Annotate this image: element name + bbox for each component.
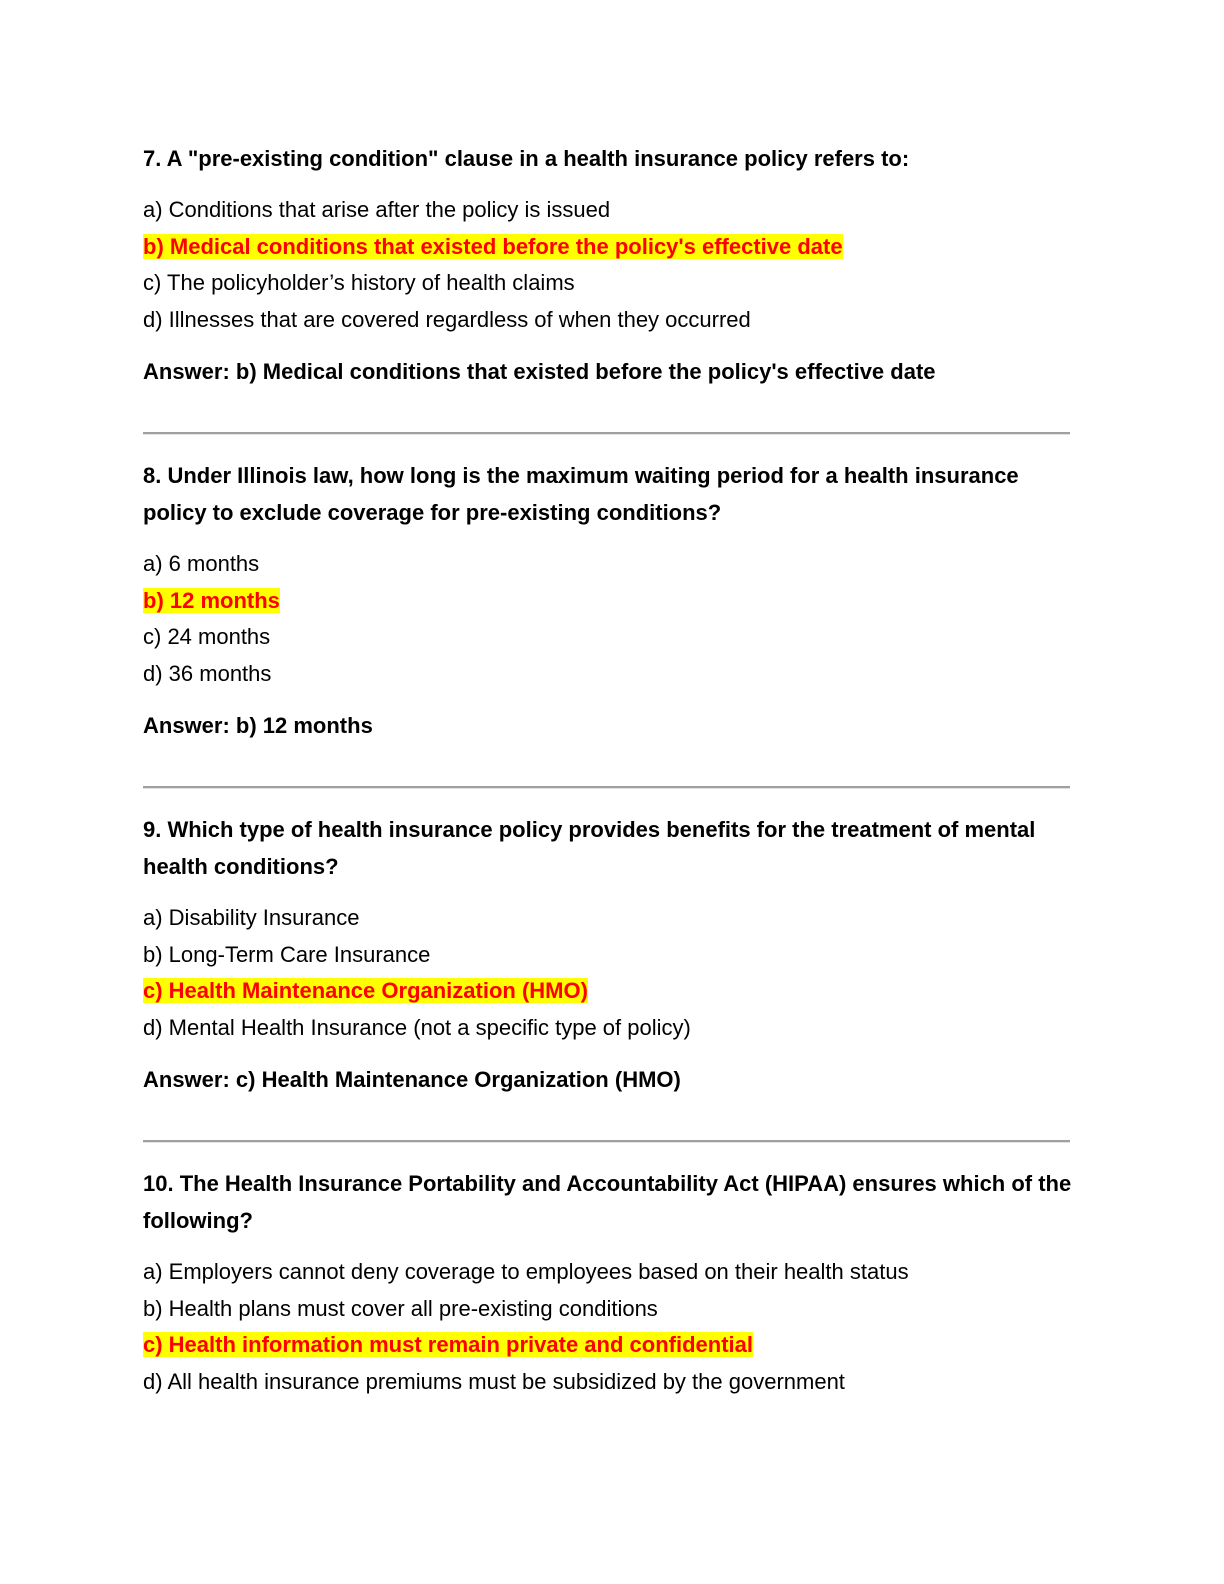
divider: [143, 786, 1070, 789]
question-8: [143, 457, 1083, 744]
option-b: b) Long-Term Care Insurance: [143, 941, 431, 967]
option-b-correct: [143, 229, 1083, 266]
question-title: 7. A "pre-existing condition" clause in a health insurance policy refers to:: [143, 146, 910, 171]
highlighted-answer: b) Medical conditions that existed before the policy's effective date: [143, 233, 843, 259]
option-a: a) Disability Insurance: [143, 905, 360, 930]
option-c: c) 24 months: [143, 624, 271, 649]
option-a: a) 6 months: [143, 551, 260, 576]
option-a: a) Conditions that arise after the policy is issued: [143, 197, 611, 222]
highlighted-answer: b) 12 months: [143, 587, 280, 613]
option-b-correct: [143, 583, 1083, 620]
option-c-correct: [143, 1327, 1083, 1364]
option-b: b) Health plans must cover all pre-existing conditions: [143, 1295, 658, 1321]
option-d: d) 36 months: [143, 660, 272, 686]
option-c: c) The policyholder’s history of health claims: [143, 270, 575, 295]
question-title: 9. Which type of health insurance policy provides benefits for the treatment of mental health conditions?: [143, 817, 1036, 879]
answer-line: Answer: c) Health Maintenance Organization (HMO): [143, 1067, 681, 1092]
question-title: 10. The Health Insurance Portability and Accountability Act (HIPAA) ensures which of the following?: [143, 1171, 1072, 1233]
highlighted-answer: c) Health information must remain private and confidential: [143, 1332, 753, 1357]
question-9: [143, 811, 1083, 1098]
answer-line: Answer: b) Medical conditions that existed before the policy's effective date: [143, 359, 936, 384]
divider: [143, 432, 1070, 435]
divider: [143, 1140, 1070, 1143]
highlighted-answer: c) Health Maintenance Organization (HMO): [143, 978, 588, 1003]
question-7: [143, 140, 1083, 390]
option-c-correct: [143, 973, 1083, 1010]
question-title: 8. Under Illinois law, how long is the maximum waiting period for a health insurance policy to exclude coverage for pre-existing conditions?: [143, 463, 1019, 525]
question-10: [143, 1165, 1083, 1400]
option-a: a) Employers cannot deny coverage to employees based on their health status: [143, 1259, 909, 1284]
option-d: d) All health insurance premiums must be subsidized by the government: [143, 1368, 845, 1394]
option-d: d) Mental Health Insurance (not a specific type of policy): [143, 1014, 691, 1040]
document-page: [143, 140, 1083, 1400]
answer-line: Answer: b) 12 months: [143, 713, 373, 738]
option-d: d) Illnesses that are covered regardless of when they occurred: [143, 306, 751, 332]
